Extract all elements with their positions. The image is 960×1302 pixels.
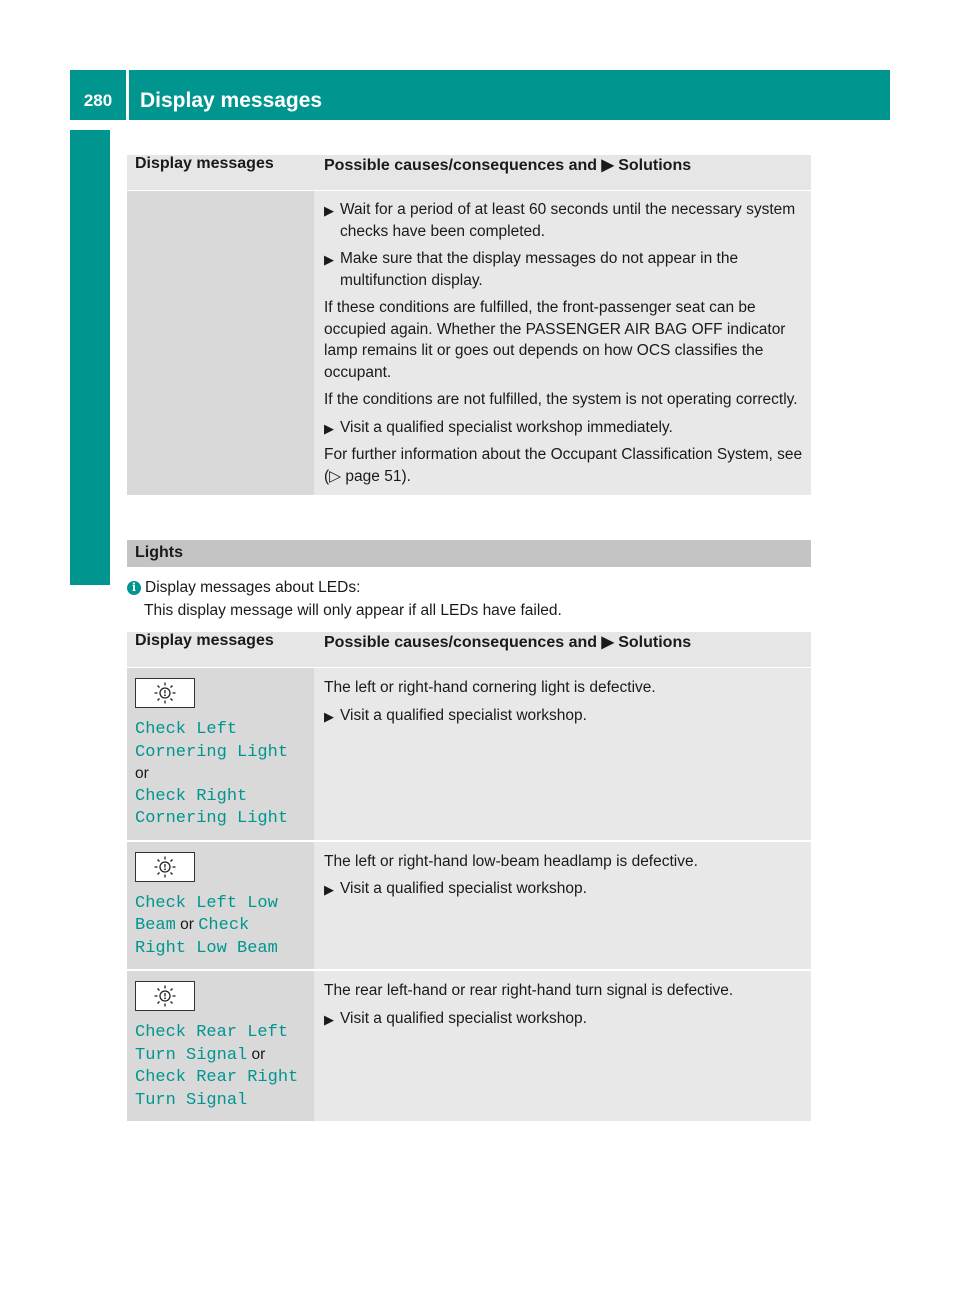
paragraph: If the conditions are not fulfilled, the system is not operating correctly. [324, 391, 798, 408]
bullet-item [324, 248, 803, 291]
bullet-item [324, 199, 803, 242]
arrow-right-icon: ▶ [601, 634, 614, 651]
message-code: Check Left [135, 720, 238, 739]
bullet-text: Visit a qualified specialist workshop. [340, 880, 587, 897]
section-heading-lights [127, 540, 811, 567]
page-title: Display messages [140, 89, 323, 112]
col-solutions: Solutions [618, 157, 692, 174]
cause-text: The left or right-hand low-beam headlamp is defective. [324, 852, 698, 870]
message-cell [127, 841, 314, 971]
or-text: or [251, 1045, 266, 1063]
page-reference-link[interactable]: page 51 [345, 467, 402, 485]
note-text: Display messages about LEDs: [145, 579, 361, 596]
display-message [135, 892, 306, 960]
message-code: Cornering Light [135, 809, 289, 828]
arrow-right-icon: ▶ [601, 157, 614, 174]
message-code: Check Rear Right [135, 1068, 299, 1087]
bullet-item [324, 417, 803, 439]
page-ref-triangle-icon: ▷ [329, 467, 342, 485]
page-number: 280 [83, 91, 113, 110]
bullet-text: Visit a qualified specialist workshop immediately. [340, 418, 673, 436]
bullet-item [324, 878, 803, 900]
message-code: Check Left Low [135, 893, 278, 913]
col-display-messages: Display messages [127, 632, 314, 668]
chapter-label: On-board computer and displays [78, 198, 101, 528]
section-title: Lights [135, 544, 183, 561]
arrow-right-icon: ▶ [324, 882, 334, 897]
message-code: Check Rear Left [135, 1023, 289, 1042]
cause-text: The rear left-hand or rear right-hand turn signal is defective. [324, 982, 734, 999]
col-causes-prefix: Possible causes/consequences and [324, 634, 598, 651]
message-code: Turn Signal [135, 1090, 248, 1110]
message-code: Turn Signal [135, 1045, 248, 1065]
lights-table [127, 632, 811, 1123]
bullet-text: Make sure that the display messages do not appear in the multifunction display. [340, 250, 739, 289]
bullet-text: Wait for a period of at least 60 seconds until the necessary system checks have been completed. [340, 201, 796, 240]
bulb-fault-icon [135, 852, 195, 882]
message-code: Check Right [135, 786, 248, 806]
paragraph: If these conditions are fulfilled, the front-passenger seat can be occupied again. Whether the PASSENGER AIR BAG OFF indicator lamp remains lit or goes out depends on how OCS classifies the occupant. [324, 299, 786, 381]
col-solutions: Solutions [618, 634, 692, 651]
solution-cell [314, 668, 811, 841]
message-code: Cornering Light [135, 742, 289, 762]
arrow-right-icon: ▶ [324, 708, 334, 724]
col-causes-solutions [314, 155, 811, 191]
display-message [135, 718, 306, 830]
arrow-right-icon: ▶ [324, 1011, 334, 1027]
table-row [127, 841, 811, 971]
bullet-item [324, 705, 803, 727]
arrow-right-icon: ▶ [324, 203, 334, 218]
col-causes-solutions [314, 632, 811, 668]
header-divider [126, 70, 129, 120]
cause-text: The left or right-hand cornering light is defective. [324, 679, 656, 696]
arrow-right-icon: ▶ [324, 420, 334, 436]
page-header [70, 70, 890, 120]
info-note [127, 576, 811, 622]
bulb-fault-icon [135, 678, 195, 708]
arrow-right-icon: ▶ [324, 252, 334, 267]
bullet-text: Visit a qualified specialist workshop. [340, 1009, 587, 1027]
table-row [127, 668, 811, 841]
table-row [127, 191, 811, 497]
table-row [127, 970, 811, 1122]
col-causes-prefix: Possible causes/consequences and [324, 157, 598, 174]
table-header-row [127, 632, 811, 668]
col-display-messages: Display messages [127, 155, 314, 191]
info-icon: i [127, 581, 141, 595]
paragraph-reference [324, 444, 803, 487]
message-cell [127, 668, 314, 841]
solution-cell [314, 191, 811, 497]
chapter-label-wrap [78, 198, 102, 552]
table-header-row [127, 155, 811, 191]
solution-cell [314, 970, 811, 1122]
ref-text-post: ). [401, 467, 411, 485]
message-code: Check [198, 916, 250, 935]
bullet-text: Visit a qualified specialist workshop. [340, 706, 587, 724]
note-line-1 [127, 576, 811, 599]
or-text: or [180, 916, 194, 933]
message-code: Beam [135, 916, 176, 935]
ocs-table [127, 155, 811, 497]
note-line-2: This display message will only appear if all LEDs have failed. [144, 602, 562, 619]
solution-cell [314, 841, 811, 971]
ref-text-pre: For further information about the Occupant Classification System, see ( [324, 446, 803, 485]
message-cell [127, 191, 314, 497]
message-code: Right Low Beam [135, 938, 278, 958]
display-message [135, 1021, 306, 1111]
or-text: or [135, 765, 149, 782]
bulb-fault-icon [135, 981, 195, 1011]
message-cell [127, 970, 314, 1122]
bullet-item [324, 1008, 803, 1030]
